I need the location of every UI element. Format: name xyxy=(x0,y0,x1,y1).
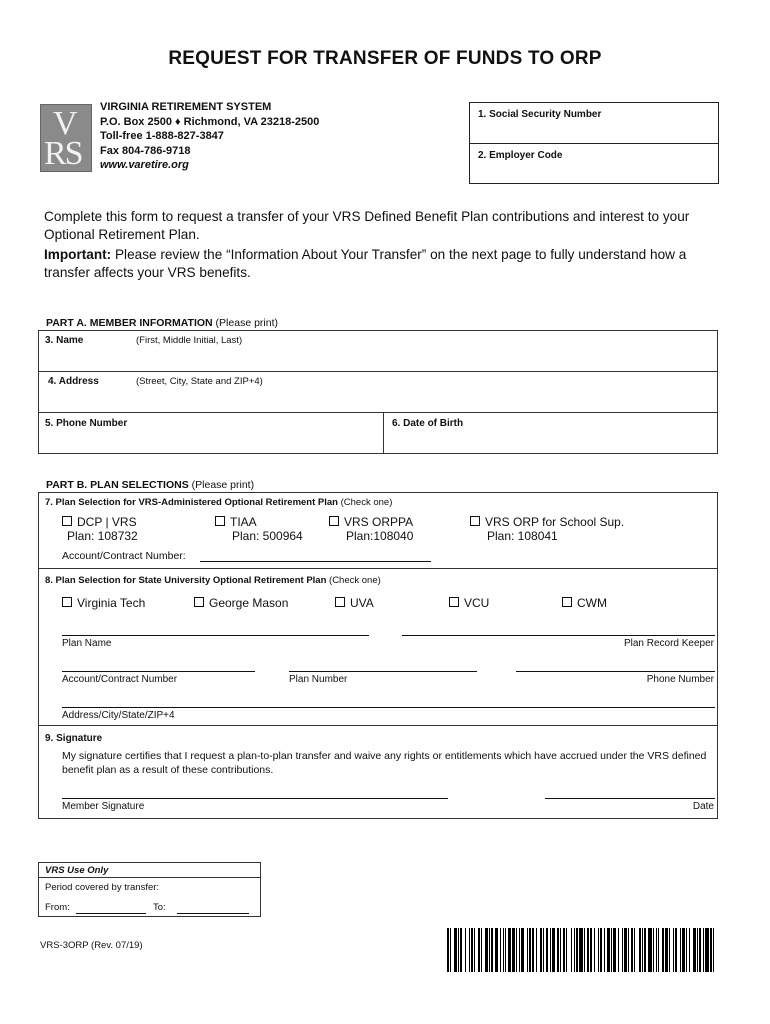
agency-address-block xyxy=(100,100,319,173)
barcode-bar xyxy=(714,928,716,972)
phone-number-line[interactable] xyxy=(516,671,715,672)
name-hint: (First, Middle Initial, Last) xyxy=(136,335,243,346)
vrs-orppa-checkbox[interactable] xyxy=(329,516,339,526)
important-text: Please review the “Information About Your Transfer” on the next page to fully understand how a transfer affects your VRS benefits. xyxy=(44,246,687,281)
form-id: VRS-3ORP (Rev. 07/19) xyxy=(40,940,143,951)
vrs-orp-school-sup-plan: Plan: 108041 xyxy=(487,529,558,543)
important-note xyxy=(44,246,734,283)
dcp-vrs-label: DCP | VRS xyxy=(77,515,137,529)
option-vrs-orppa[interactable] xyxy=(329,515,413,543)
barcode xyxy=(447,928,719,972)
plan-name-label: Plan Name xyxy=(62,638,112,649)
account-number-label: Account/Contract Number xyxy=(62,674,178,685)
to-line[interactable] xyxy=(177,913,249,914)
plan-selections-box xyxy=(38,492,718,819)
agency-postal: P.O. Box 2500 ♦ Richmond, VA 23218-2500 xyxy=(100,115,320,128)
option-george-mason[interactable] xyxy=(194,596,288,610)
important-label: Important: xyxy=(44,246,112,262)
uva-label: UVA xyxy=(350,596,374,610)
employer-code-label: 2. Employer Code xyxy=(478,150,563,161)
date-line[interactable] xyxy=(545,798,715,799)
plan-number-label: Plan Number xyxy=(289,674,348,685)
id-box xyxy=(469,102,719,184)
cwm-checkbox[interactable] xyxy=(562,597,572,607)
member-signature-line[interactable] xyxy=(62,798,448,799)
logo-letters-rs: RS xyxy=(44,135,82,172)
agency-tollfree: Toll-free 1-888-827-3847 xyxy=(100,130,224,142)
vrs-use-only-box xyxy=(38,862,261,917)
q7-account-line[interactable] xyxy=(200,561,431,562)
q9-label: 9. Signature xyxy=(45,733,103,744)
plan-number-line[interactable] xyxy=(289,671,477,672)
q8-label: 8. Plan Selection for State University Optional Retirement Plan xyxy=(45,575,327,586)
employer-code-field[interactable] xyxy=(470,143,718,183)
tiaa-plan: Plan: 500964 xyxy=(232,529,303,543)
intro-text: Complete this form to request a transfer of your VRS Defined Benefit Plan contributions and interest to your Optional Retirement Plan. xyxy=(44,209,690,243)
logo-letter-v: V xyxy=(53,105,78,142)
vrs-orppa-plan: Plan:108040 xyxy=(346,529,414,543)
q9-text: My signature certifies that I request a plan-to-plan transfer and waive any rights or entitlements which have accrued under the VRS defined benefit plan as a result of these contributions. xyxy=(62,750,707,776)
part-b-title: PART B. PLAN SELECTIONS xyxy=(46,479,189,491)
option-uva[interactable] xyxy=(335,596,374,610)
address-line[interactable] xyxy=(62,707,715,708)
account-number-line[interactable] xyxy=(62,671,255,672)
divider xyxy=(39,568,717,569)
name-label: 3. Name xyxy=(45,335,84,346)
q7-heading xyxy=(45,497,392,508)
phone-label: 5. Phone Number xyxy=(45,418,128,429)
part-a-title: PART A. MEMBER INFORMATION xyxy=(46,317,213,329)
q7-account-label: Account/Contract Number: xyxy=(62,550,186,562)
vrs-orppa-label: VRS ORPPA xyxy=(344,515,414,529)
address-label: 4. Address xyxy=(48,376,99,387)
intro xyxy=(44,208,734,284)
date-label: Date xyxy=(692,801,714,812)
vcu-checkbox[interactable] xyxy=(449,597,459,607)
vrs-orp-school-sup-label: VRS ORP for School Sup. xyxy=(485,515,625,529)
page-title: REQUEST FOR TRANSFER OF FUNDS TO ORP xyxy=(168,48,602,69)
option-vcu[interactable] xyxy=(449,596,489,610)
to-label: To: xyxy=(153,902,166,913)
agency-website: www.varetire.org xyxy=(100,159,189,171)
q7-label: 7. Plan Selection for VRS-Administered Optional Retirement Plan xyxy=(45,497,338,508)
plan-record-keeper-label: Plan Record Keeper xyxy=(623,638,714,649)
address-hint: (Street, City, State and ZIP+4) xyxy=(136,376,263,387)
part-b-note: (Please print) xyxy=(188,479,255,491)
vrs-use-title: VRS Use Only xyxy=(45,865,109,876)
address-field[interactable] xyxy=(38,371,718,413)
dob-field[interactable] xyxy=(383,412,718,454)
tiaa-checkbox[interactable] xyxy=(215,516,225,526)
george-mason-label: George Mason xyxy=(209,596,289,610)
option-dcp-vrs[interactable] xyxy=(62,515,138,543)
option-virginia-tech[interactable] xyxy=(62,596,145,610)
address-city-label: Address/City/State/ZIP+4 xyxy=(62,710,175,721)
uva-checkbox[interactable] xyxy=(335,597,345,607)
dob-label: 6. Date of Birth xyxy=(392,418,464,429)
phone-number-label: Phone Number xyxy=(646,674,714,685)
name-field[interactable] xyxy=(38,330,718,372)
plan-name-line[interactable] xyxy=(62,635,369,636)
vrs-logo xyxy=(40,104,92,172)
option-tiaa[interactable] xyxy=(215,515,303,543)
vrs-orp-school-sup-checkbox[interactable] xyxy=(470,516,480,526)
q8-note: (Check one) xyxy=(326,575,381,586)
from-label: From: xyxy=(45,902,70,913)
ssn-field[interactable] xyxy=(470,103,718,143)
option-cwm[interactable] xyxy=(562,596,607,610)
vcu-label: VCU xyxy=(464,596,490,610)
ssn-label: 1. Social Security Number xyxy=(478,109,602,120)
plan-record-keeper-line[interactable] xyxy=(402,635,715,636)
phone-field[interactable] xyxy=(38,412,384,454)
period-covered-label: Period covered by transfer: xyxy=(45,882,160,893)
member-signature-label: Member Signature xyxy=(62,801,145,812)
virginia-tech-checkbox[interactable] xyxy=(62,597,72,607)
agency-fax: Fax 804-786-9718 xyxy=(100,144,191,157)
from-line[interactable] xyxy=(76,913,146,914)
divider xyxy=(39,725,717,726)
q7-note: (Check one) xyxy=(337,497,393,508)
george-mason-checkbox[interactable] xyxy=(194,597,204,607)
virginia-tech-label: Virginia Tech xyxy=(77,596,146,610)
agency-name: VIRGINIA RETIREMENT SYSTEM xyxy=(100,101,272,113)
tiaa-label: TIAA xyxy=(230,515,257,529)
cwm-label: CWM xyxy=(577,596,607,610)
dcp-vrs-checkbox[interactable] xyxy=(62,516,72,526)
part-a-heading xyxy=(46,317,278,329)
part-a-note: (Please print) xyxy=(212,317,278,329)
option-vrs-orp-school-sup[interactable] xyxy=(470,515,624,543)
part-b-heading xyxy=(46,479,254,491)
q8-heading xyxy=(45,575,381,586)
dcp-vrs-plan: Plan: 108732 xyxy=(67,529,138,543)
